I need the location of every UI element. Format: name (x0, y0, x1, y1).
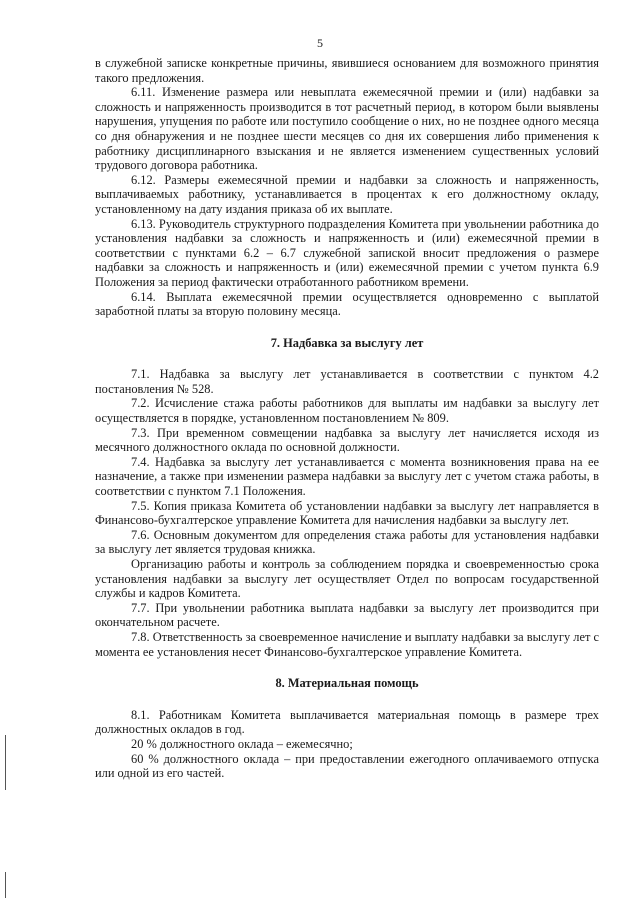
paragraph-7-1: 7.1. Надбавка за выслугу лет устанавливается в соответствии с пунктом 4.2 постановления № 528. (95, 367, 599, 396)
paragraph-7-4: 7.4. Надбавка за выслугу лет устанавливается с момента возникновения права на ее назначение, а также при изменении размера надбавки за выслугу лет с учетом стажа работы, в соответствии с пунктом 7.1 Положения. (95, 454, 599, 499)
paragraph-6-13: 6.13. Руководитель структурного подразделения Комитета при увольнении работника до установления надбавки за сложность и напряженность и (или) ежемесячной премии в соответствии с пунктами 6.2 – 6.7 служебной запиской вносит предложения о размере надбавки за сложность и напряженность и (или) ежемесячной премии с учетом пункта 6.9 Положения за период фактически отработанного работником времени. (95, 216, 599, 289)
paragraph-7-8: 7.8. Ответственность за своевременное начисление и выплату надбавки за выслугу лет с момента ее установления несет Финансово-бухгалтерское управление Комитета. (95, 629, 599, 659)
paragraph-8-1: 8.1. Работникам Комитета выплачивается материальная помощь в размере трех должностных окладов в год. (95, 707, 599, 737)
document-body (95, 56, 599, 781)
paragraph-8-1-vacation: 60 % должностного оклада – при предоставлении ежегодного оплачиваемого отпуска или одной из его частей. (95, 751, 599, 781)
paragraph-7-7: 7.7. При увольнении работника выплата надбавки за выслугу лет производится при окончательном расчете. (95, 600, 599, 630)
paragraph-7-5: 7.5. Копия приказа Комитета об установлении надбавки за выслугу лет направляется в Финансово-бухгалтерское управление Комитета для начисления надбавки за выслугу лет. (95, 498, 599, 528)
scan-edge-mark (5, 735, 6, 790)
paragraph-7-3: 7.3. При временном совмещении надбавка за выслугу лет начисляется исходя из месячного должностного оклада по основной должности. (95, 425, 599, 455)
section-7-heading: 7. Надбавка за выслугу лет (270, 335, 424, 350)
page-number: 5 (317, 36, 323, 50)
paragraph-7-6: 7.6. Основным документом для определения стажа работы для установления надбавки за выслугу лет является трудовая книжка. (95, 527, 599, 557)
scan-edge-mark (5, 872, 6, 898)
paragraph-intro: в служебной записке конкретные причины, явившиеся основанием для возможного принятия такого предложения. (95, 56, 599, 85)
paragraph-6-11: 6.11. Изменение размера или невыплата ежемесячной премии и (или) надбавки за сложность и напряженность производится в тот расчетный период, в котором были выявлены нарушения, упущения по работе или поступило сообщение о них, но не позднее одного месяца со дня обнаружения и не позднее шести месяцев со дня их совершения либо применения к работнику дисциплинарного взыскания и не является изменением существенных условий трудового договора работника. (95, 85, 599, 173)
paragraph-8-1-monthly: 20 % должностного оклада – ежемесячно; (131, 736, 353, 751)
paragraph-7-2: 7.2. Исчисление стажа работы работников для выплаты им надбавки за выслугу лет осуществляется в порядке, установленном постановлением № 809. (95, 396, 599, 426)
paragraph-7-6-control: Организацию работы и контроль за соблюдением порядка и своевременностью срока установления надбавки за выслугу лет осуществляет Отдел по вопросам государственной службы и кадров Комитета. (95, 557, 599, 601)
paragraph-6-12: 6.12. Размеры ежемесячной премии и надбавки за сложность и напряженность, выплачиваемых работнику, устанавливается в процентах к его должностному окладу, установленному на дату издания приказа об их выплате. (95, 172, 599, 216)
section-8-heading: 8. Материальная помощь (275, 676, 419, 691)
paragraph-6-14: 6.14. Выплата ежемесячной премии осуществляется одновременно с выплатой заработной платы за вторую половину месяца. (95, 289, 599, 319)
